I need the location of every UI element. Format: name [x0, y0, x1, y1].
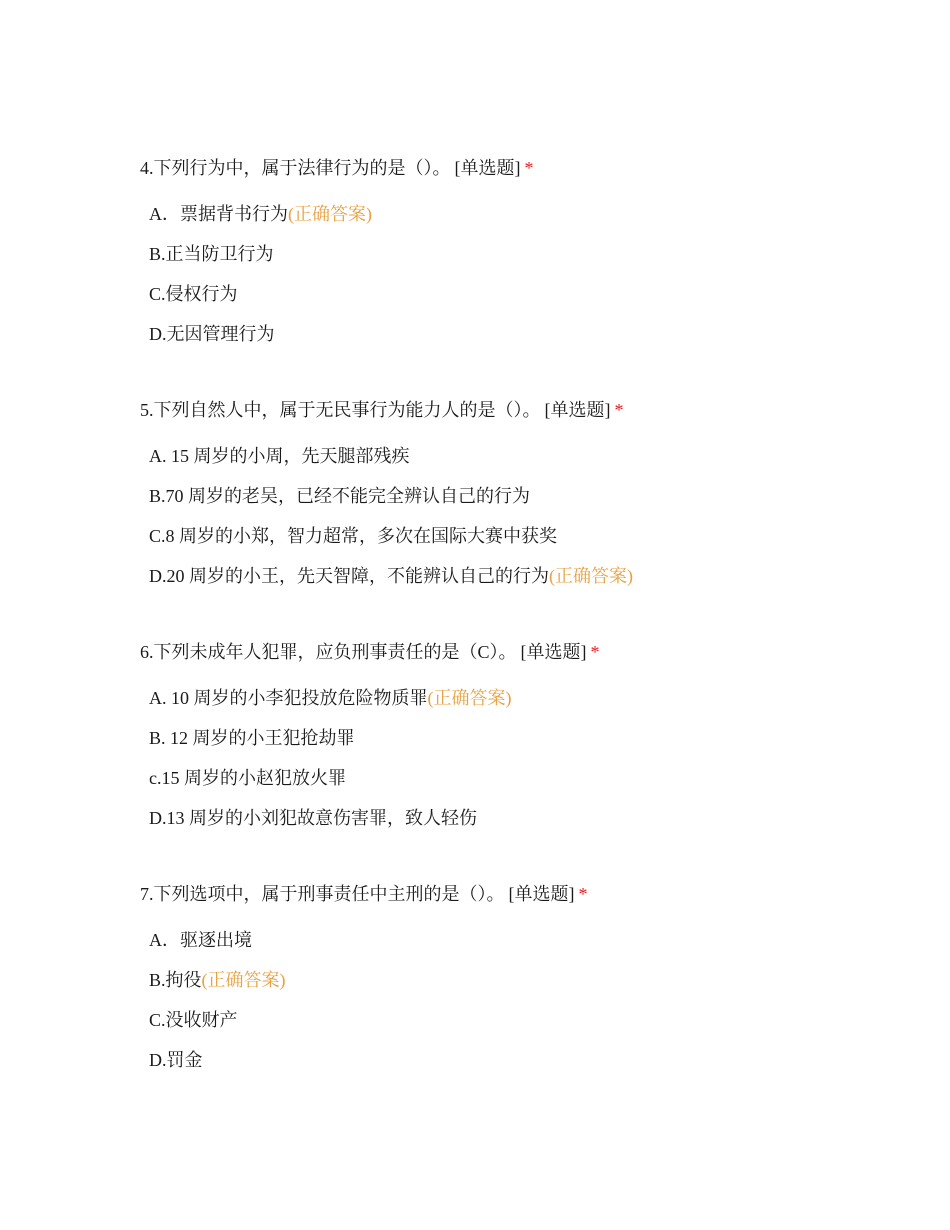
question-title — [140, 640, 900, 664]
option-text: D.罚金 — [149, 1050, 203, 1070]
option-text: B.拘役 — [149, 970, 202, 990]
option-d — [149, 322, 900, 346]
option-text: B. 12 周岁的小王犯抢劫罪 — [149, 728, 355, 748]
option-a — [149, 928, 900, 952]
option-list — [140, 686, 900, 830]
option-b — [149, 726, 900, 750]
correct-answer-tag: (正确答案) — [427, 688, 512, 708]
option-d — [149, 1048, 900, 1072]
option-text: c.15 周岁的小赵犯放火罪 — [149, 768, 346, 788]
question-text: 7.下列选项中，属于刑事责任中主刑的是（）。 — [140, 884, 505, 904]
option-text: A. 10 周岁的小李犯投放危险物质罪 — [149, 688, 428, 708]
option-text: B.70 周岁的老吴，已经不能完全辨认自己的行为 — [149, 486, 531, 506]
option-c — [149, 524, 900, 548]
required-marker: * — [578, 884, 588, 904]
option-text: A．票据背书行为 — [149, 204, 288, 224]
option-text: C.侵权行为 — [149, 284, 238, 304]
question-title — [140, 156, 900, 180]
option-text: D.无因管理行为 — [149, 324, 275, 344]
option-b — [149, 242, 900, 266]
question-text: 5.下列自然人中，属于无民事行为能力人的是（）。 — [140, 400, 541, 420]
question-5 — [140, 398, 900, 604]
option-a — [149, 444, 900, 468]
option-list — [140, 202, 900, 346]
question-type: [单选题] — [544, 400, 611, 420]
question-type: [单选题] — [454, 158, 521, 178]
option-a — [149, 202, 900, 226]
option-text: B.正当防卫行为 — [149, 244, 274, 264]
option-b — [149, 968, 900, 992]
option-b — [149, 484, 900, 508]
option-text: C.8 周岁的小郑，智力超常，多次在国际大赛中获奖 — [149, 526, 558, 546]
option-d — [149, 806, 900, 830]
question-type: [单选题] — [508, 884, 575, 904]
question-title — [140, 882, 900, 906]
option-c — [149, 1008, 900, 1032]
question-type: [单选题] — [520, 642, 587, 662]
question-4 — [140, 156, 900, 362]
question-text: 4.下列行为中，属于法律行为的是（）。 — [140, 158, 451, 178]
option-c — [149, 766, 900, 790]
question-title — [140, 398, 900, 422]
option-text: D.13 周岁的小刘犯故意伤害罪，致人轻伤 — [149, 808, 477, 828]
correct-answer-tag: (正确答案) — [288, 204, 372, 224]
correct-answer-tag: (正确答案) — [201, 970, 286, 990]
correct-answer-tag: (正确答案) — [549, 566, 633, 586]
option-text: A. 15 周岁的小周，先天腿部残疾 — [149, 446, 410, 466]
option-a — [149, 686, 900, 710]
required-marker: * — [524, 158, 534, 178]
required-marker: * — [614, 400, 624, 420]
question-6 — [140, 640, 900, 846]
question-7 — [140, 882, 900, 1088]
option-list — [140, 928, 900, 1072]
option-text: C.没收财产 — [149, 1010, 238, 1030]
option-d — [149, 564, 900, 588]
option-text: A．驱逐出境 — [149, 930, 252, 950]
option-text: D.20 周岁的小王，先天智障，不能辨认自己的行为 — [149, 566, 549, 586]
option-c — [149, 282, 900, 306]
question-text: 6.下列未成年人犯罪，应负刑事责任的是（C）。 — [140, 642, 517, 662]
required-marker: * — [590, 642, 600, 662]
option-list — [140, 444, 900, 588]
